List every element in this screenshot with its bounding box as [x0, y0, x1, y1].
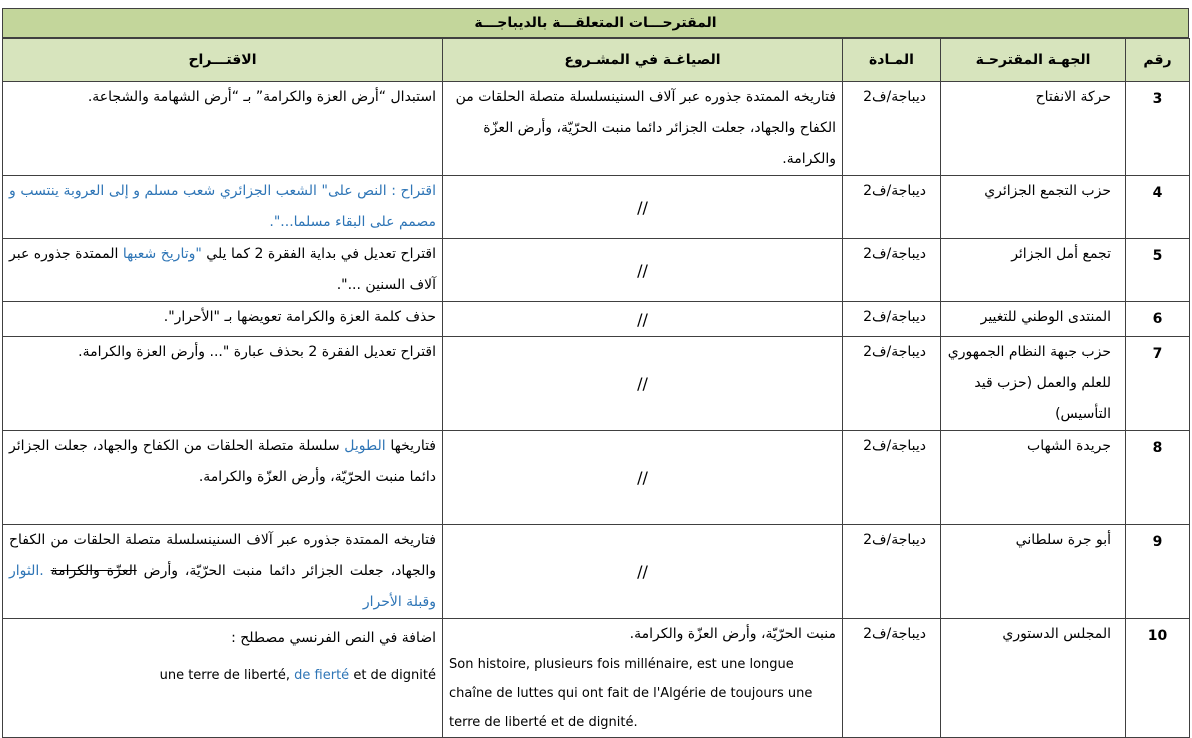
row-number: 4	[1126, 176, 1190, 239]
row-proposal: استبدال “أرض العزة والكرامة” بـ “أرض الشهامة والشجاعة.	[3, 82, 443, 176]
row-proposal: حذف كلمة العزة والكرامة تعويضها بـ "الأحرار".	[3, 302, 443, 337]
proposal-highlight: .الثوار وقبلة الأحرار	[9, 563, 436, 610]
header-num: رقم	[1126, 39, 1190, 82]
table-row	[3, 337, 1190, 431]
row-article: ديباجة/ف2	[843, 431, 941, 525]
header-proposal: الاقتـــراح	[3, 39, 443, 82]
table-row	[3, 619, 1190, 738]
row-proposal	[3, 431, 443, 525]
row-article: ديباجة/ف2	[843, 302, 941, 337]
header-article: المـادة	[843, 39, 941, 82]
table-row	[3, 239, 1190, 302]
sheet-title: المقترحـــات المتعلقـــة بالديباجـــة	[2, 8, 1189, 38]
proposal-text: سلسلة متصلة الحلقات من الكفاح والجهاد، جعلت الجزائر دائما منبت الحرّيّة، وأرض العزّة والكرامة.	[9, 438, 436, 485]
table-row	[3, 525, 1190, 619]
wording-french: Son histoire, plusieurs fois millénaire, est une longue chaîne de luttes qui ont fait de l'Algérie de toujours une terre de liberté et de dignité.	[449, 657, 813, 730]
proposal-highlight: "وتاريخ شعبها	[122, 246, 202, 262]
row-number: 8	[1126, 431, 1190, 525]
row-proposal	[3, 239, 443, 302]
table-row	[3, 302, 1190, 337]
proposal-text: فتاريخها	[385, 438, 437, 454]
wording-arabic: منبت الحرّيّة، وأرض العزّة والكرامة.	[629, 626, 836, 642]
table-row	[3, 176, 1190, 239]
proposal-text: الممتدة جذوره عبر آلاف السنين ...".	[9, 246, 436, 293]
row-proposal: اقتراح : النص على" الشعب الجزائري شعب مسلم و إلى العروبة ينتسب و مصمم على البقاء مسلما...".	[3, 176, 443, 239]
row-wording: //	[443, 239, 843, 302]
row-proposal	[3, 619, 443, 738]
row-wording: //	[443, 525, 843, 619]
table-row	[3, 82, 1190, 176]
row-party: المنتدى الوطني للتغيير	[941, 302, 1126, 337]
row-wording: //	[443, 176, 843, 239]
row-number: 6	[1126, 302, 1190, 337]
row-number: 9	[1126, 525, 1190, 619]
header-wording: الصياغـة في المشـروع	[443, 39, 843, 82]
row-party: أبو جرة سلطاني	[941, 525, 1126, 619]
proposal-text: et de dignité	[349, 668, 436, 683]
proposal-text: فتاريخه الممتدة جذوره عبر آلاف السنينسلسلة متصلة الحلقات من الكفاح والجهاد، جعلت الجزائر دائما منبت الحرّيّة، وأرض	[9, 532, 436, 579]
row-article: ديباجة/ف2	[843, 619, 941, 738]
header-party: الجهـة المقترحـة	[941, 39, 1126, 82]
row-party: تجمع أمل الجزائر	[941, 239, 1126, 302]
row-article: ديباجة/ف2	[843, 82, 941, 176]
row-wording	[443, 619, 843, 738]
proposal-french	[9, 660, 436, 691]
row-wording: //	[443, 431, 843, 525]
row-party: جريدة الشهاب	[941, 431, 1126, 525]
proposal-arabic: اضافة في النص الفرنسي مصطلح :	[231, 630, 436, 646]
row-proposal	[3, 525, 443, 619]
header-row	[3, 39, 1190, 82]
row-party: حركة الانفتاح	[941, 82, 1126, 176]
row-article: ديباجة/ف2	[843, 337, 941, 431]
proposal-text: اقتراح تعديل في بداية الفقرة 2 كما يلي	[201, 246, 437, 262]
row-article: ديباجة/ف2	[843, 176, 941, 239]
row-party: المجلس الدستوري	[941, 619, 1126, 738]
proposals-sheet	[2, 8, 1189, 738]
table-row	[3, 431, 1190, 525]
row-number: 5	[1126, 239, 1190, 302]
row-proposal: اقتراح تعديل الفقرة 2 بحذف عبارة "... وأرض العزة والكرامة.	[3, 337, 443, 431]
row-wording: فتاريخه الممتدة جذوره عبر آلاف السنينسلسلة متصلة الحلقات من الكفاح والجهاد، جعلت الجزائر دائما منبت الحرّيّة، وأرض العزّة والكرامة.	[443, 82, 843, 176]
proposals-table	[2, 38, 1190, 738]
proposal-struck-text: العزّة والكرامة	[50, 563, 137, 579]
row-article: ديباجة/ف2	[843, 239, 941, 302]
row-wording: //	[443, 302, 843, 337]
row-number: 10	[1126, 619, 1190, 738]
row-article: ديباجة/ف2	[843, 525, 941, 619]
proposal-text: une terre de liberté,	[159, 668, 295, 683]
row-number: 7	[1126, 337, 1190, 431]
row-wording: //	[443, 337, 843, 431]
proposal-highlight: de fierté	[294, 668, 350, 683]
row-number: 3	[1126, 82, 1190, 176]
row-party: حزب التجمع الجزائري	[941, 176, 1126, 239]
proposal-highlight: الطويل	[344, 438, 386, 454]
row-party: حزب جبهة النظام الجمهوري للعلم والعمل (حزب قيد التأسيس)	[941, 337, 1126, 431]
